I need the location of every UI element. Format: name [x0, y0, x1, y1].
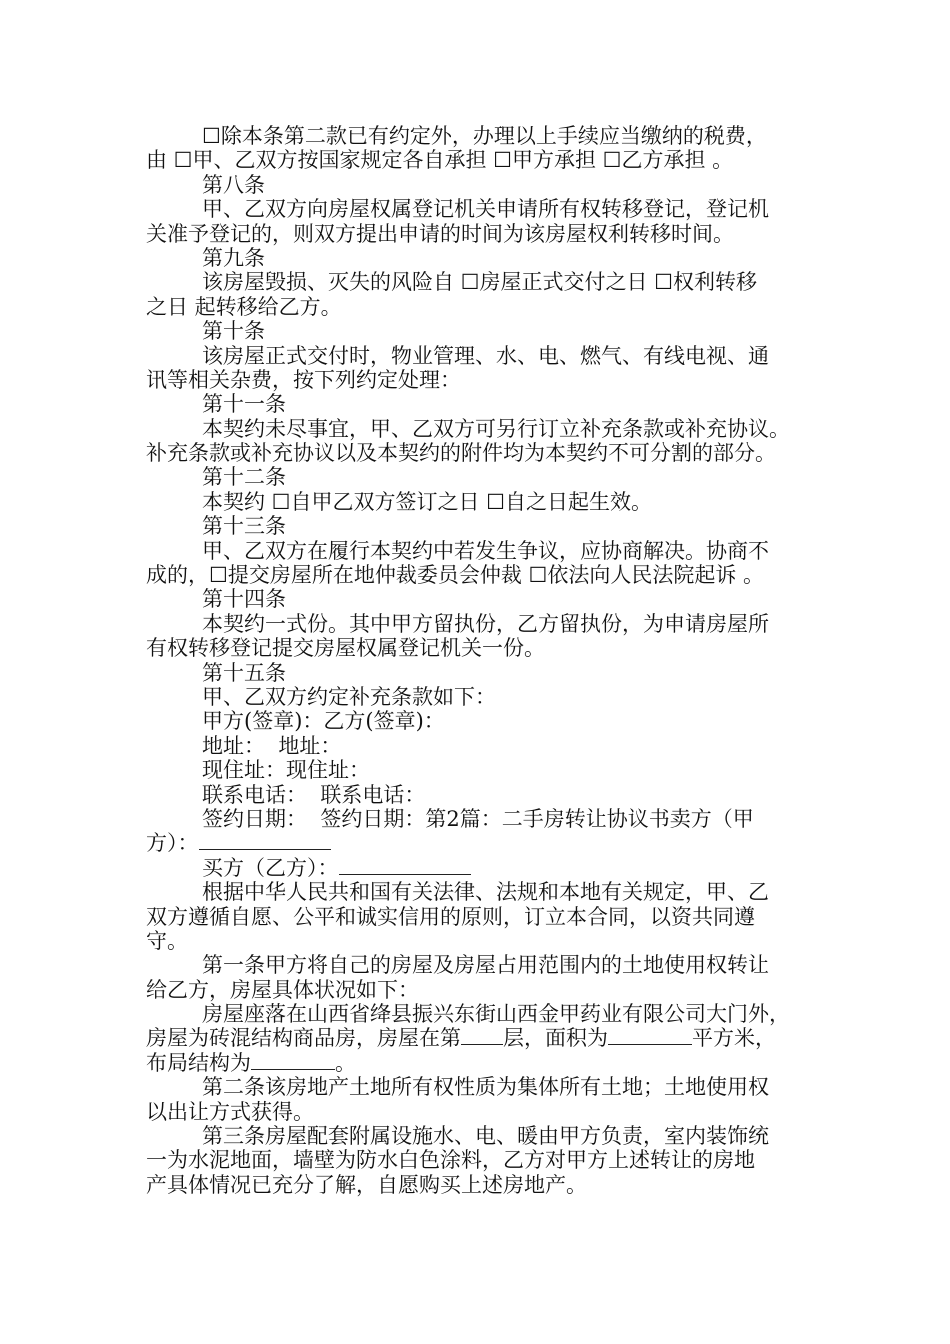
text-line: 甲、乙双方向房屋权属登记机关申请所有权转移登记，登记机 [202, 197, 769, 222]
article-heading: 第十五条 [202, 660, 286, 685]
text-line: 关准予登记的，则双方提出申请的时间为该房屋权利转移时间。 [146, 221, 734, 246]
layout-label: 布局结构为 [146, 1050, 251, 1075]
floor-blank [461, 1026, 503, 1045]
layout-blank [251, 1051, 335, 1070]
seller-label: 方）： [146, 831, 199, 856]
article-heading: 第十四条 [202, 587, 286, 612]
text-line: 以出让方式获得。 [146, 1099, 314, 1124]
area-label: 层，面积为 [503, 1026, 608, 1051]
layout-end: 。 [335, 1050, 356, 1075]
address-line: 地址： 地址： [202, 733, 342, 758]
article-heading: 第十条 [202, 319, 265, 344]
house-detail-line [146, 1026, 818, 1050]
area-blank [608, 1026, 692, 1045]
text-line: 由 ☐甲、乙双方按国家规定各自承担 ☐甲方承担 ☐乙方承担 。 [146, 148, 734, 173]
date-line: 签约日期： 签约日期：第2篇：二手房转让协议书卖方（甲 [202, 806, 754, 831]
current-address-line: 现住址：现住址： [202, 758, 370, 783]
seller-line [146, 831, 818, 855]
layout-line [146, 1051, 818, 1075]
area-unit: 平方米， [692, 1026, 776, 1051]
text-line: 守。 [146, 928, 188, 953]
text-line: 本契约 ☐自甲乙双方签订之日 ☐自之日起生效。 [202, 489, 653, 514]
text-line: 一为水泥地面，墙壁为防水白色涂料，乙方对甲方上述转让的房地 [146, 1148, 755, 1173]
article-heading: 第十三条 [202, 514, 286, 539]
text-line: 本契约一式份。其中甲方留执份，乙方留执份，为申请房屋所 [202, 611, 769, 636]
text-line: 讯等相关杂费，按下列约定处理： [146, 367, 461, 392]
article-heading: 第九条 [202, 245, 265, 270]
text-line: 补充条款或补充协议以及本契约的附件均为本契约不可分割的部分。 [146, 441, 776, 466]
text-line: 甲、乙双方在履行本契约中若发生争议，应协商解决。协商不 [202, 538, 769, 563]
text-line: 双方遵循自愿、公平和诚实信用的原则，订立本合同，以资共同遵 [146, 904, 755, 929]
document-page [146, 124, 818, 1197]
text-line: 根据中华人民共和国有关法律、法规和本地有关规定，甲、乙 [202, 880, 769, 905]
text-line: 第二条该房地产土地所有权性质为集体所有土地；土地使用权 [202, 1075, 769, 1100]
text-line: 之日 起转移给乙方。 [146, 294, 342, 319]
text-line: 产具体情况已充分了解，自愿购买上述房地产。 [146, 1172, 587, 1197]
article-heading: 第十二条 [202, 465, 286, 490]
signature-line: 甲方(签章)：乙方(签章)： [202, 709, 445, 734]
article-heading: 第十一条 [202, 392, 286, 417]
seller-blank [199, 831, 331, 850]
phone-line: 联系电话： 联系电话： [202, 782, 426, 807]
text-line: 本契约未尽事宜，甲、乙双方可另行订立补充条款或补充协议。 [202, 416, 790, 441]
text-line: 给乙方，房屋具体状况如下： [146, 977, 419, 1002]
text-line: 第三条房屋配套附属设施水、电、暖由甲方负责，室内装饰统 [202, 1124, 769, 1149]
article-heading: 第八条 [202, 172, 265, 197]
text-line: 第一条甲方将自己的房屋及房屋占用范围内的土地使用权转让 [202, 953, 769, 978]
text-line: ☐除本条第二款已有约定外，办理以上手续应当缴纳的税费， [202, 124, 767, 148]
text-line: 成的，☐提交房屋所在地仲裁委员会仲裁 ☐依法向人民法院起诉 。 [146, 563, 765, 588]
house-floor-label: 房屋为砖混结构商品房，房屋在第 [146, 1026, 461, 1051]
buyer-blank [339, 856, 471, 875]
text-line: 该房屋正式交付时，物业管理、水、电、燃气、有线电视、通 [202, 343, 769, 368]
buyer-line [146, 856, 818, 880]
text-line: 房屋座落在山西省绛县振兴东街山西金甲药业有限公司大门外， [202, 1002, 790, 1027]
text-line: 该房屋毁损、灭失的风险自 ☐房屋正式交付之日 ☐权利转移 [202, 270, 758, 295]
text-line: 有权转移登记提交房屋权属登记机关一份。 [146, 636, 545, 661]
text-line: 甲、乙双方约定补充条款如下： [202, 684, 496, 709]
buyer-label: 买方（乙方）： [202, 855, 339, 880]
